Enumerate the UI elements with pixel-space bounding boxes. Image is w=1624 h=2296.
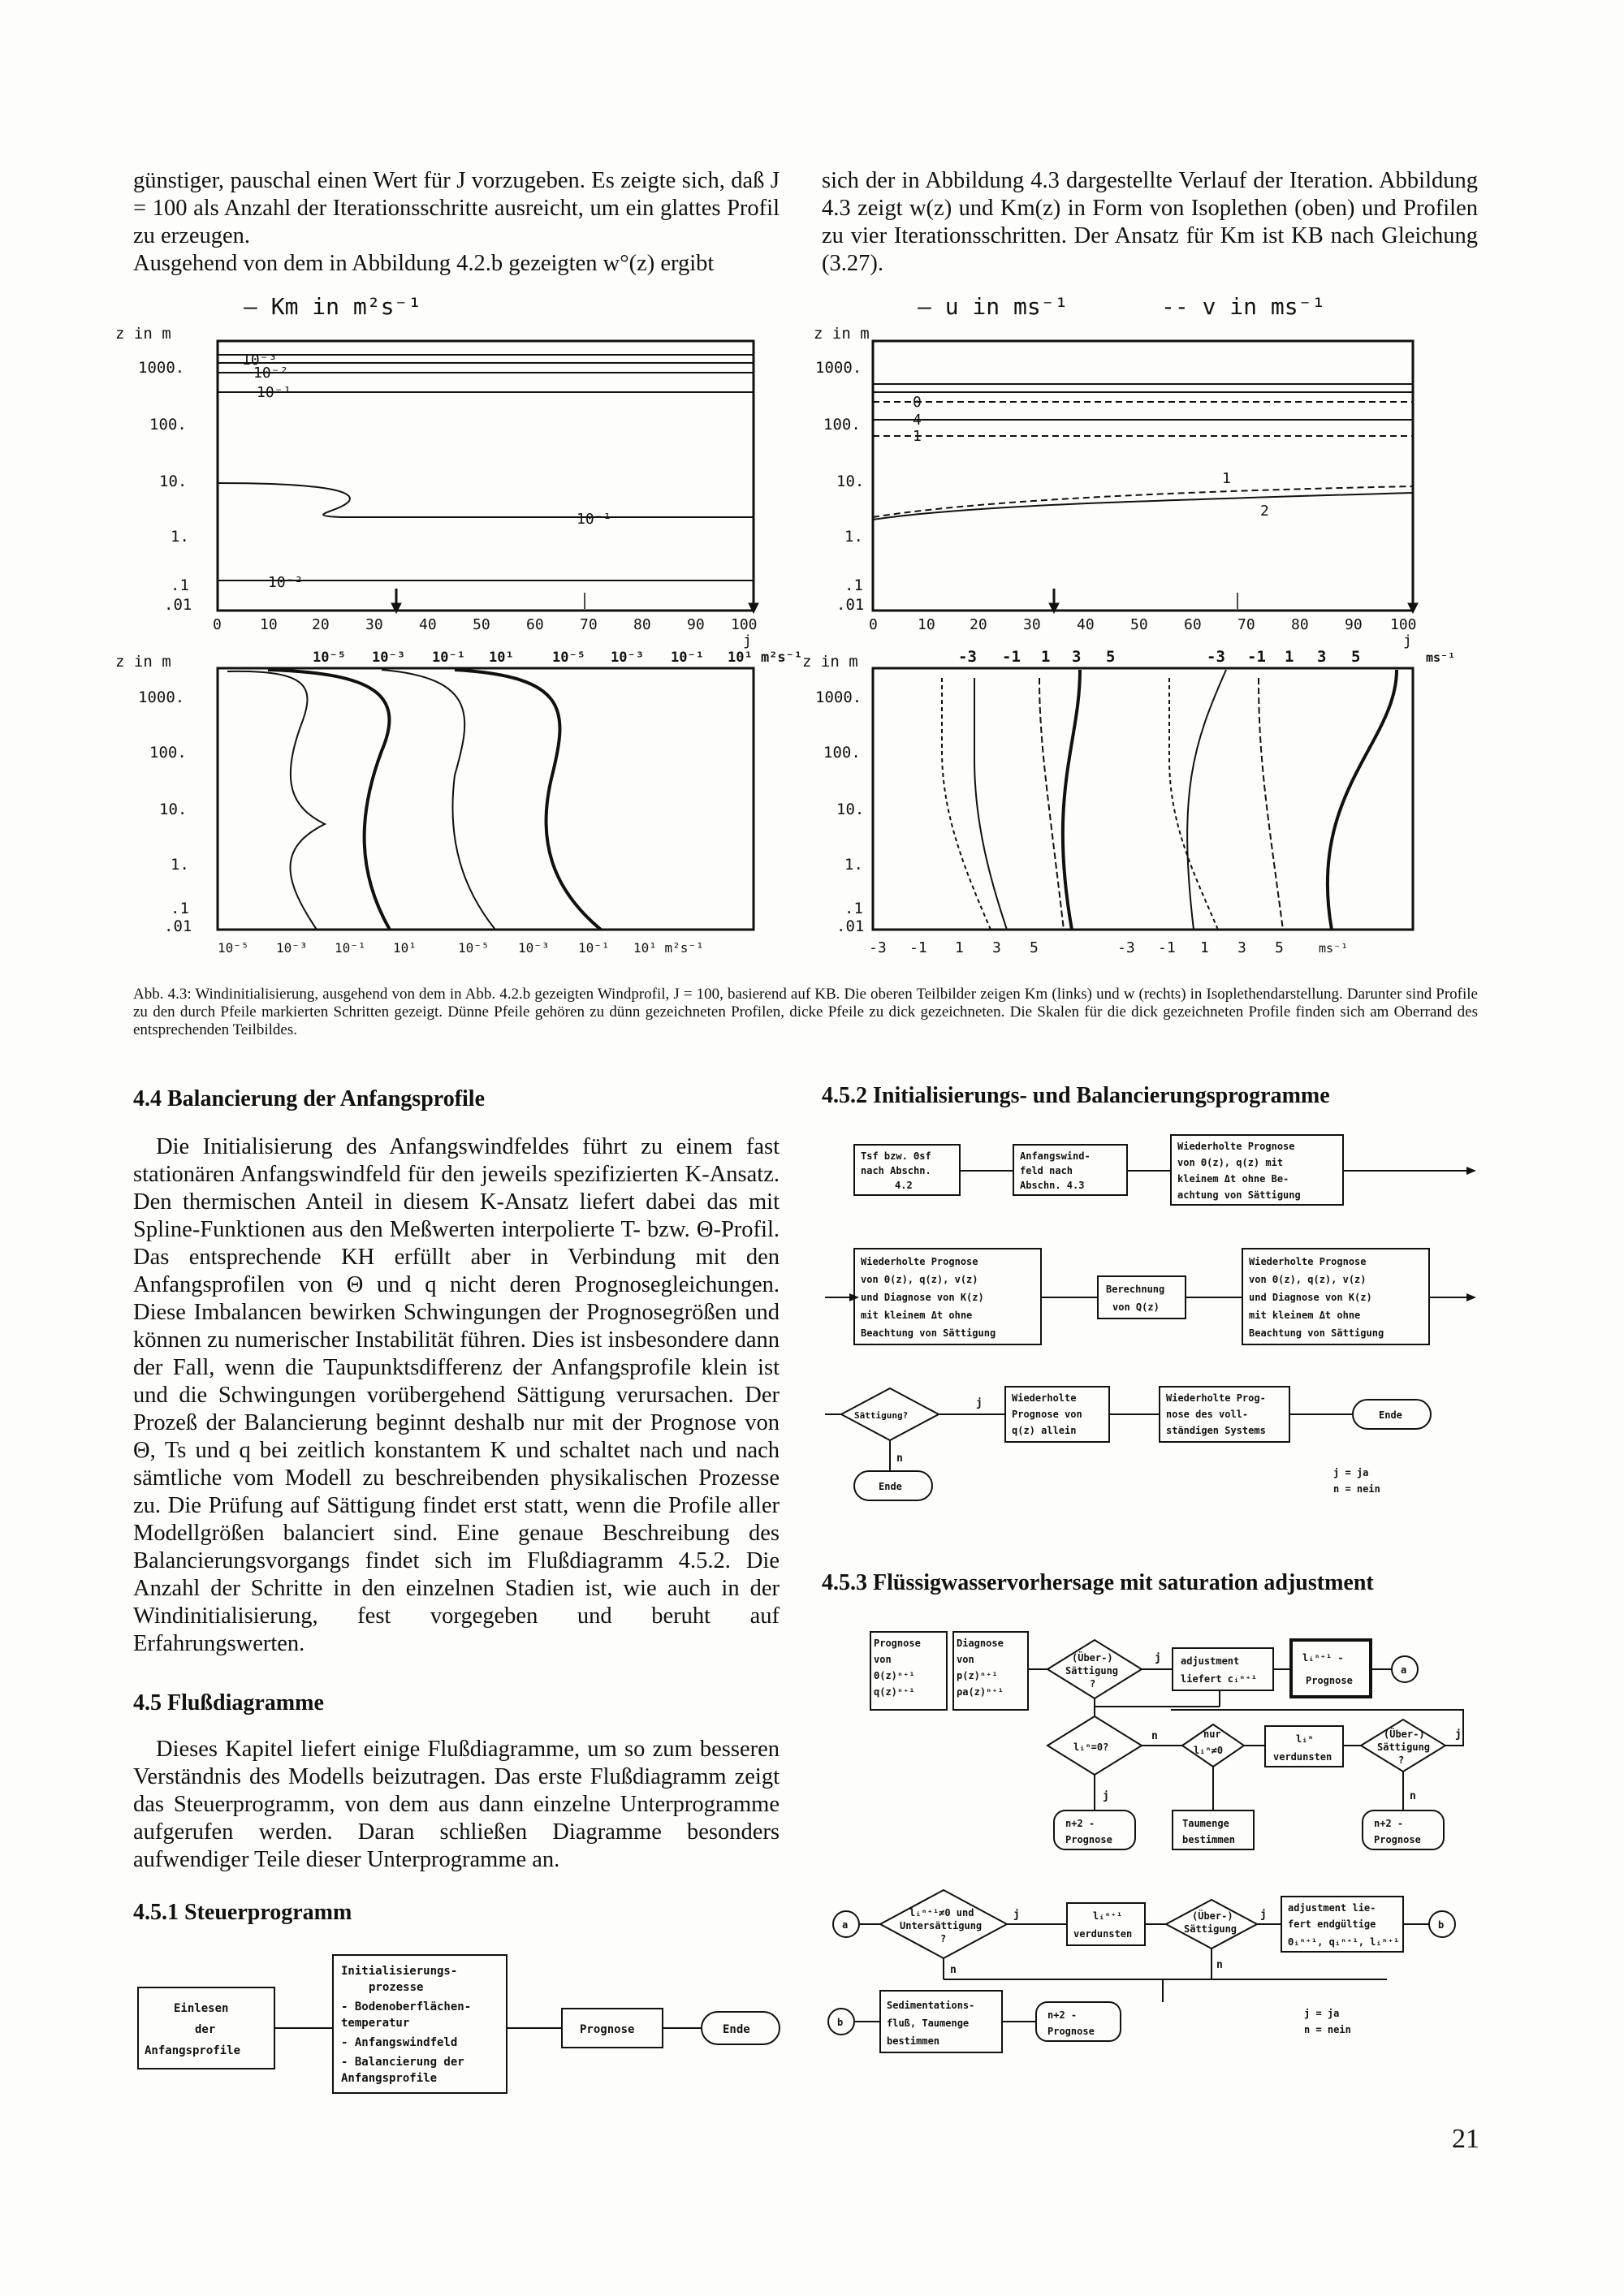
section-4-5-title: 4.5 Flußdiagramme	[133, 1690, 324, 1716]
svg-text:.1: .1	[171, 576, 189, 594]
zlabel-br: z in m	[802, 653, 858, 671]
svg-text:a: a	[842, 1919, 849, 1931]
svg-text:3: 3	[1072, 648, 1082, 666]
iso-w-label-4: 1	[1222, 470, 1231, 487]
svg-text:lᵢⁿ≠0: lᵢⁿ≠0	[1194, 1745, 1224, 1756]
svg-text:n: n	[1151, 1730, 1158, 1742]
iso-w-label-1: 0	[913, 394, 922, 411]
svg-text:j: j	[976, 1397, 983, 1409]
iso-label-4: 10⁻¹	[577, 511, 612, 528]
figure-caption: Abb. 4.3: Windinitialisierung, ausgehend von dem in Abb. 4.2.b gezeigten Windprofil, J = 100, basierend auf KB. Die oberen Teilbilder zeigen Km (links) und w (rechts) in Isoplethendarstellung. Darunter sind Profile zu den durch Pfeile markierten Schritten gezeigt. Dünne Pfeile gehören zu dünn gezeichneten Profilen, dicke Pfeile zu dick gezeichneten. Die Skalen für die dick gezeichneten Profile finden sich am Oberrand des entsprechenden Teilbildes.	[133, 986, 1478, 1038]
svg-text:1.: 1.	[844, 856, 863, 874]
zlabel-bl: z in m	[115, 653, 171, 671]
svg-text:lᵢⁿ⁺¹ -: lᵢⁿ⁺¹ -	[1302, 1652, 1344, 1664]
svg-text:Wiederholte Prognose: Wiederholte Prognose	[861, 1256, 978, 1267]
svg-text:adjustment lie-: adjustment lie-	[1288, 1902, 1376, 1914]
svg-text:Wiederholte: Wiederholte	[1012, 1392, 1077, 1404]
svg-text:1: 1	[1200, 939, 1209, 956]
svg-text:10¹: 10¹	[489, 650, 514, 666]
svg-text:Sättigung?: Sättigung?	[854, 1410, 909, 1421]
svg-text:von Q(z): von Q(z)	[1112, 1301, 1160, 1313]
svg-text:1000.: 1000.	[138, 359, 185, 377]
svg-text:ms⁻¹: ms⁻¹	[1426, 650, 1456, 665]
svg-text:5: 5	[1275, 939, 1284, 956]
svg-text:(Über-): (Über-)	[1072, 1652, 1113, 1664]
svg-text:Berechnung: Berechnung	[1106, 1284, 1165, 1295]
svg-text:Sättigung: Sättigung	[1184, 1923, 1237, 1935]
svg-text:3: 3	[992, 939, 1001, 956]
svg-text:4.2: 4.2	[895, 1180, 913, 1191]
svg-text:Untersättigung: Untersättigung	[900, 1920, 983, 1931]
svg-text:10⁻³: 10⁻³	[372, 650, 405, 666]
svg-text:3: 3	[1237, 939, 1246, 956]
svg-text:0: 0	[869, 616, 878, 633]
svg-text:10.: 10.	[159, 473, 188, 490]
section-4-5-2-title: 4.5.2 Initialisierungs- und Balancierungsprogramme	[822, 1083, 1330, 1108]
svg-text:nach Abschn.: nach Abschn.	[861, 1165, 931, 1176]
svg-text:Tsf bzw. Θsf: Tsf bzw. Θsf	[861, 1150, 931, 1162]
svg-text:.1: .1	[171, 900, 189, 917]
km-bottom-ticks	[218, 940, 704, 956]
svg-text:ständigen Systems: ständigen Systems	[1166, 1425, 1266, 1436]
svg-text:n = nein: n = nein	[1304, 2024, 1351, 2035]
svg-text:n = nein: n = nein	[1333, 1483, 1380, 1495]
svg-text:.01: .01	[836, 596, 865, 614]
section-4-5-1-title: 4.5.1 Steuerprogramm	[133, 1900, 352, 1925]
svg-text:von: von	[957, 1654, 974, 1665]
svg-text:Ende: Ende	[1379, 1409, 1402, 1421]
svg-text:lᵢⁿ=0?: lᵢⁿ=0?	[1073, 1741, 1109, 1753]
svg-text:10⁻³: 10⁻³	[611, 650, 644, 666]
svg-text:n: n	[1410, 1790, 1416, 1802]
flowchart-steuerprogramm	[133, 1952, 799, 2114]
intro-left	[133, 167, 780, 278]
svg-text:Abschn. 4.3: Abschn. 4.3	[1020, 1180, 1085, 1191]
intro-left-para2: Ausgehend von dem in Abbildung 4.2.b gezeigten w°(z) ergibt	[133, 251, 715, 276]
iso-w-label-5: 2	[1260, 503, 1269, 520]
svg-text:Prognose: Prognose	[874, 1638, 921, 1649]
svg-text:nose des voll-: nose des voll-	[1166, 1409, 1249, 1420]
svg-text:(Über-): (Über-)	[1384, 1728, 1425, 1740]
svg-text:von: von	[874, 1654, 892, 1665]
svg-text:Prognose: Prognose	[1047, 2026, 1095, 2037]
xticks-tl	[213, 616, 758, 650]
svg-text:fert endgültige: fert endgültige	[1288, 1918, 1376, 1930]
svg-text:verdunsten: verdunsten	[1073, 1928, 1133, 1940]
svg-text:j: j	[1455, 1728, 1462, 1741]
panel-w-profiles	[873, 668, 1413, 930]
isopleths-km	[218, 355, 754, 580]
svg-text:lᵢⁿ⁺¹≠0 und: lᵢⁿ⁺¹≠0 und	[909, 1907, 974, 1918]
svg-text:?: ?	[1398, 1754, 1405, 1766]
section-4-5-body: Dieses Kapitel liefert einige Flußdiagramme, um so zum besseren Verständnis des Modells beizutragen. Das erste Flußdiagramm zeigt das Steuerprogramm, von dem aus dann einzelne Unterprogramme aufgerufen werden. Daran schließen Diagramme besonders aufwendiger Teile dieser Unterprogramme an.	[133, 1737, 780, 1872]
legend-v: -- v in ms⁻¹	[1161, 293, 1326, 320]
svg-text:-3: -3	[1117, 939, 1135, 956]
svg-text:feld nach: feld nach	[1020, 1165, 1073, 1176]
svg-text:.01: .01	[836, 917, 865, 935]
svg-text:50: 50	[473, 616, 490, 633]
flowchart-fluessigwasser-1	[822, 1616, 1488, 1859]
svg-text:Prognose: Prognose	[1374, 1834, 1421, 1845]
svg-text:.01: .01	[164, 917, 192, 935]
svg-text:n: n	[950, 1964, 957, 1976]
intro-right-para: sich der in Abbildung 4.3 dargestellte Verlauf der Iteration. Abbildung 4.3 zeigt w(z) und Km(z) in Form von Isoplethen (oben) und Profilen zu vier Iterationsschritten. Der Ansatz für Km ist KB nach Gleichung (3.27).	[822, 168, 1478, 276]
svg-text:5: 5	[1030, 939, 1039, 956]
svg-text:Anfangsprofile: Anfangsprofile	[341, 2072, 438, 2085]
svg-text:90: 90	[687, 616, 705, 633]
zlabel-tl: z in m	[115, 325, 171, 343]
svg-text:1000.: 1000.	[815, 359, 862, 377]
section-4-5-3-title: 4.5.3 Flüssigwasservorhersage mit saturation adjustment	[822, 1570, 1374, 1595]
svg-text:10: 10	[918, 616, 935, 633]
svg-text:10¹ m²s⁻¹: 10¹ m²s⁻¹	[633, 940, 704, 956]
svg-text:5: 5	[1106, 648, 1116, 666]
svg-text:1000.: 1000.	[815, 688, 862, 706]
svg-text:.01: .01	[164, 596, 192, 614]
svg-text:80: 80	[633, 616, 651, 633]
svg-text:80: 80	[1291, 616, 1309, 633]
svg-text:.1: .1	[844, 576, 863, 594]
panel-km-isopleths	[218, 341, 754, 611]
svg-text:30: 30	[365, 616, 383, 633]
w-profiles	[942, 670, 1397, 930]
svg-text:Sättigung: Sättigung	[1065, 1665, 1119, 1677]
svg-text:40: 40	[1077, 616, 1095, 633]
svg-text:prozesse: prozesse	[369, 1981, 424, 1994]
svg-text:Anfangswind-: Anfangswind-	[1020, 1150, 1091, 1162]
legend-u: — u in ms⁻¹	[918, 293, 1069, 320]
svg-text:j: j	[743, 632, 752, 650]
svg-text:-1: -1	[1158, 939, 1176, 956]
svg-text:Diagnose: Diagnose	[957, 1638, 1004, 1649]
svg-text:5: 5	[1351, 648, 1361, 666]
svg-text:Prognose von: Prognose von	[1012, 1409, 1082, 1420]
svg-text:a: a	[1401, 1664, 1407, 1676]
svg-text:60: 60	[526, 616, 544, 633]
svg-text:bestimmen: bestimmen	[1182, 1834, 1236, 1845]
intro-right	[822, 167, 1478, 278]
isopleths-w	[873, 384, 1413, 520]
iso-label-3: 10⁻¹	[257, 384, 292, 401]
svg-text:adjustment: adjustment	[1181, 1655, 1240, 1667]
svg-text:100.: 100.	[149, 744, 187, 762]
svg-text:j: j	[1013, 1909, 1020, 1921]
svg-text:n+2 -: n+2 -	[1047, 2009, 1078, 2021]
svg-text:nur: nur	[1203, 1728, 1221, 1740]
iso-label-5: 10⁻²	[268, 574, 304, 591]
svg-text:j: j	[1403, 632, 1412, 650]
w-bottom-ticks	[869, 939, 1348, 956]
svg-text:ms⁻¹: ms⁻¹	[1319, 941, 1349, 956]
svg-text:10: 10	[260, 616, 278, 633]
svg-text:Wiederholte Prognose: Wiederholte Prognose	[1249, 1256, 1367, 1267]
svg-text:10⁻⁵: 10⁻⁵	[552, 650, 585, 666]
svg-text:50: 50	[1130, 616, 1148, 633]
svg-text:Prognose: Prognose	[1065, 1834, 1112, 1845]
svg-text:b: b	[1438, 1919, 1445, 1931]
svg-text:10⁻¹: 10⁻¹	[432, 650, 465, 666]
intro-left-para1: günstiger, pauschal einen Wert für J vorzugeben. Es zeigte sich, daß J = 100 als Anzahl der Iterationsschritte ausreicht, um ein glattes Profil zu erzeugen.	[133, 168, 780, 248]
svg-text:100: 100	[731, 616, 758, 633]
svg-text:Θᵢⁿ⁺¹, qᵢⁿ⁺¹, lᵢⁿ⁺¹: Θᵢⁿ⁺¹, qᵢⁿ⁺¹, lᵢⁿ⁺¹	[1288, 1936, 1400, 1948]
svg-text:von Θ(z), q(z), v(z): von Θ(z), q(z), v(z)	[1249, 1274, 1367, 1285]
svg-text:1: 1	[1285, 648, 1294, 666]
svg-text:und Diagnose von K(z): und Diagnose von K(z)	[1249, 1292, 1372, 1303]
svg-text:-1: -1	[909, 939, 927, 956]
iso-label-1: 10⁻³	[242, 352, 278, 369]
section-4-4-body: Die Initialisierung des Anfangswindfeldes führt zu einem fast stationären Anfangswindfeld für den jeweils spezifizierten K-Ansatz. Den thermischen Anteil in diesem K-Ansatz liefert dabei das mit Spline-Funktionen aus den Meßwerten interpolierte T- bzw. Θ-Profil. Das entsprechende KH erfüllt aber in Verbindung mit den Anfangsprofilen von Θ und q nicht deren Prognosegleichungen. Diese Imbalancen bewirken Schwingungen der Prognosegrößen und können zu numerischer Instabilität führen. Dies ist insbesondere dann der Fall, wenn die Taupunktsdifferenz der Anfangsprofile klein ist und die Schwingungen vorübergehend Sättigung verursachen. Der Prozeß der Balancierung beginnt deshalb nur mit der Prognose von Θ, Ts und q bei zeitlich konstantem K und schaltet nach und nach sämtliche vom Modell zu beschreibenden physikalischen Prozesse zu. Die Prüfung auf Sättigung findet erst statt, wenn die Profile aller Modellgrößen balanciert sind. Eine genaue Beschreibung des Balancierungsvorgangs findet sich im Flußdiagramm 4.5.2. Die Anzahl der Schritte in den einzelnen Stadien ist, wie auch in der Windinitialisierung, fest vorgegeben und beruht auf Erfahrungswerten.	[133, 1134, 780, 1656]
svg-text:Sedimentations-: Sedimentations-	[887, 2000, 975, 2011]
svg-text:100: 100	[1390, 616, 1417, 633]
zlabel-tr: z in m	[814, 325, 870, 343]
svg-text:70: 70	[580, 616, 598, 633]
svg-text:Θ(z)ⁿ⁺¹: Θ(z)ⁿ⁺¹	[874, 1670, 915, 1681]
box-l-prognose	[1291, 1640, 1371, 1697]
svg-text:.1: .1	[844, 900, 863, 917]
svg-text:mit kleinem Δt ohne: mit kleinem Δt ohne	[1249, 1310, 1361, 1321]
svg-text:Wiederholte Prognose: Wiederholte Prognose	[1177, 1141, 1295, 1152]
svg-text:n+2 -: n+2 -	[1065, 1818, 1095, 1829]
legend-km: — Km in m²s⁻¹	[244, 293, 422, 320]
svg-text:0: 0	[213, 616, 222, 633]
svg-text:10.: 10.	[836, 473, 865, 490]
svg-text:1: 1	[955, 939, 964, 956]
svg-text:?: ?	[1090, 1678, 1096, 1690]
svg-text:fluß, Taumenge: fluß, Taumenge	[887, 2018, 970, 2029]
svg-text:Sättigung: Sättigung	[1377, 1741, 1431, 1753]
page-number: 21	[1452, 2124, 1479, 2154]
svg-text:mit kleinem Δt ohne: mit kleinem Δt ohne	[861, 1310, 973, 1321]
svg-text:n: n	[1216, 1959, 1223, 1971]
svg-text:1.: 1.	[171, 856, 189, 874]
svg-text:-1: -1	[1247, 648, 1266, 666]
svg-text:100.: 100.	[823, 744, 861, 762]
km-top-ticks	[313, 650, 802, 666]
svg-text:der: der	[195, 2023, 216, 2036]
svg-text:temperatur: temperatur	[341, 2017, 410, 2030]
section-4-4-title: 4.4 Balancierung der Anfangsprofile	[133, 1086, 486, 1111]
svg-text:1.: 1.	[171, 528, 189, 546]
flowchart-fluessigwasser-2	[822, 1882, 1488, 2093]
svg-text:q(z) allein: q(z) allein	[1012, 1425, 1077, 1436]
svg-text:10.: 10.	[159, 801, 188, 818]
w-top-ticks	[958, 648, 1455, 666]
svg-text:bestimmen: bestimmen	[887, 2035, 940, 2047]
svg-text:70: 70	[1237, 616, 1255, 633]
svg-text:10⁻³: 10⁻³	[276, 940, 308, 956]
svg-text:Beachtung von Sättigung: Beachtung von Sättigung	[1249, 1327, 1384, 1339]
km-profiles	[227, 670, 601, 930]
svg-text:achtung von Sättigung: achtung von Sättigung	[1177, 1189, 1301, 1201]
iso-label-2: 10⁻²	[253, 365, 289, 382]
svg-text:10⁻³: 10⁻³	[518, 940, 550, 956]
svg-text:lᵢⁿ⁺¹: lᵢⁿ⁺¹	[1093, 1910, 1123, 1922]
svg-text:Prognose: Prognose	[580, 2023, 635, 2036]
svg-text:p(z)ⁿ⁺¹: p(z)ⁿ⁺¹	[957, 1670, 998, 1681]
svg-text:- Bodenoberflächen-: - Bodenoberflächen-	[341, 2000, 472, 2013]
iso-w-label-2: 4	[913, 412, 922, 429]
svg-text:j = ja: j = ja	[1304, 2008, 1340, 2019]
svg-text:j: j	[1155, 1652, 1161, 1664]
svg-text:?: ?	[940, 1933, 947, 1944]
svg-text:20: 20	[312, 616, 330, 633]
svg-text:30: 30	[1023, 616, 1041, 633]
svg-text:j: j	[1260, 1909, 1267, 1921]
svg-text:(Über-): (Über-)	[1192, 1910, 1233, 1922]
svg-text:n: n	[896, 1452, 903, 1465]
svg-text:-3: -3	[869, 939, 887, 956]
svg-text:Anfangsprofile: Anfangsprofile	[145, 2044, 241, 2057]
iso-w-label-3: 1	[913, 428, 922, 445]
svg-text:40: 40	[419, 616, 437, 633]
svg-text:Einlesen: Einlesen	[174, 2002, 229, 2015]
yticks-tr	[815, 359, 864, 614]
panel-w-isopleths	[873, 341, 1413, 611]
svg-text:10⁻⁵: 10⁻⁵	[458, 940, 490, 956]
svg-text:100.: 100.	[823, 416, 861, 434]
yticks-bl	[138, 688, 192, 935]
svg-text:10⁻⁵: 10⁻⁵	[313, 650, 346, 666]
svg-text:von Θ(z), q(z) mit: von Θ(z), q(z) mit	[1177, 1157, 1284, 1168]
svg-text:j = ja: j = ja	[1333, 1467, 1369, 1478]
svg-text:10¹ m²s⁻¹: 10¹ m²s⁻¹	[728, 650, 803, 666]
svg-text:und Diagnose von K(z): und Diagnose von K(z)	[861, 1292, 984, 1303]
svg-text:90: 90	[1345, 616, 1363, 633]
svg-text:liefert cᵢⁿ⁺¹: liefert cᵢⁿ⁺¹	[1181, 1673, 1257, 1685]
svg-text:Initialisierungs-: Initialisierungs-	[341, 1965, 458, 1978]
svg-text:1: 1	[1041, 648, 1051, 666]
svg-text:verdunsten: verdunsten	[1273, 1751, 1332, 1763]
svg-text:lᵢⁿ: lᵢⁿ	[1296, 1733, 1314, 1745]
svg-text:Taumenge: Taumenge	[1182, 1818, 1229, 1829]
svg-text:-3: -3	[958, 648, 977, 666]
yticks-tl	[138, 359, 192, 614]
svg-text:Ende: Ende	[879, 1481, 902, 1492]
svg-text:10⁻⁵: 10⁻⁵	[218, 940, 249, 956]
svg-text:b: b	[837, 2017, 844, 2028]
svg-text:60: 60	[1184, 616, 1202, 633]
svg-text:ρa(z)ⁿ⁺¹: ρa(z)ⁿ⁺¹	[957, 1686, 1004, 1698]
svg-text:Prognose: Prognose	[1306, 1675, 1353, 1686]
svg-text:10.: 10.	[836, 801, 865, 818]
svg-text:n+2 -: n+2 -	[1374, 1818, 1404, 1829]
svg-text:10⁻¹: 10⁻¹	[671, 650, 704, 666]
svg-text:kleinem Δt ohne Be-: kleinem Δt ohne Be-	[1177, 1173, 1289, 1185]
svg-text:1000.: 1000.	[138, 688, 185, 706]
svg-text:10⁻¹: 10⁻¹	[335, 940, 366, 956]
svg-text:3: 3	[1317, 648, 1327, 666]
svg-text:- Anfangswindfeld: - Anfangswindfeld	[341, 2036, 458, 2049]
svg-text:-3: -3	[1207, 648, 1225, 666]
svg-text:- Balancierung der: - Balancierung der	[341, 2056, 464, 2069]
svg-text:100.: 100.	[149, 416, 187, 434]
flowchart-balancierung	[822, 1130, 1488, 1520]
figure-4-3	[114, 288, 1510, 962]
svg-text:Ende: Ende	[723, 2023, 750, 2036]
svg-text:Beachtung von Sättigung: Beachtung von Sättigung	[861, 1327, 996, 1339]
svg-text:20: 20	[970, 616, 987, 633]
svg-text:1.: 1.	[844, 528, 863, 546]
svg-text:j: j	[1103, 1790, 1109, 1802]
svg-text:10¹: 10¹	[393, 940, 417, 956]
svg-text:-1: -1	[1002, 648, 1021, 666]
svg-text:q(z)ⁿ⁺¹: q(z)ⁿ⁺¹	[874, 1686, 915, 1698]
svg-text:10⁻¹: 10⁻¹	[578, 940, 610, 956]
yticks-br	[815, 688, 864, 935]
svg-text:Wiederholte Prog-: Wiederholte Prog-	[1166, 1392, 1266, 1404]
svg-text:von Θ(z), q(z), v(z): von Θ(z), q(z), v(z)	[861, 1274, 978, 1285]
xticks-tr	[869, 616, 1417, 650]
panel-km-profiles	[218, 668, 754, 930]
